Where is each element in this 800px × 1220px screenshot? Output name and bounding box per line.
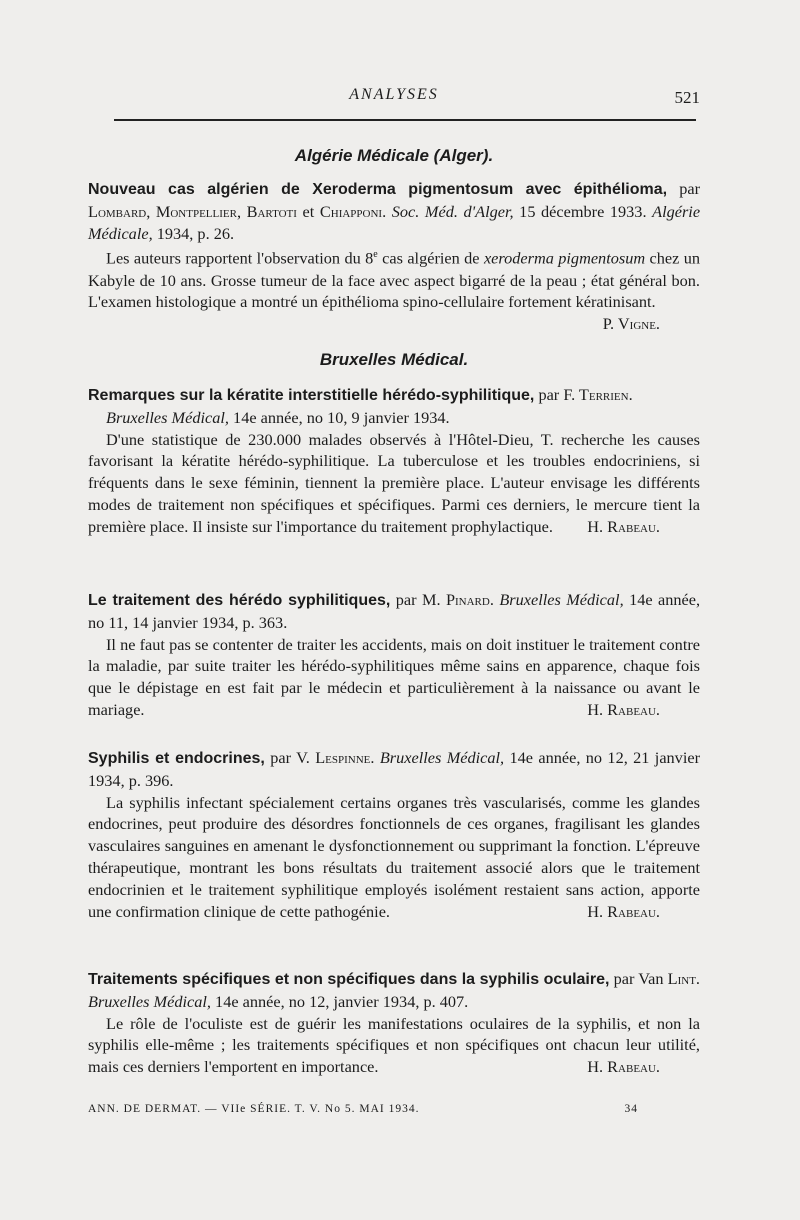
article-author: F. Terrien. [563,385,633,404]
article-source: Bruxelles Médical, [88,991,211,1011]
footer-text: ANN. DE DERMAT. — VIIe SÉRIE. T. V. No 5. MAI 1934. [88,1103,420,1115]
article-xeroderma [88,178,700,335]
article-body: Le rôle de l'oculiste est de guérir les manifestations oculaires de la syphilis, et non la syphilis elle-même ; les traitements spécifiques et non spécifiques ont chacun leur utilité, mais ces derniers l'emportent en importance. [88,1013,700,1077]
article-title: Le traitement des hérédo syphilitiques, [88,592,391,609]
article-body: La syphilis infectant spécialement certains organes très vascularisés, comme les glandes endocrines, peut produire des désordres fonctionnels de ces organes, fragilisant les glandes vasculaires sanguines en amenant le dysfonctionnement ou supprimant la fonction. L'épreuve thérapeutique, montrant les bons résultats du traitement associé alors que le traitement endocrinien et le traitement syphilitique employés isolément restaient sans action, apporte une confirmation clinique de cette pathogénie. [88,792,700,921]
running-head-title: ANALYSES [349,86,439,103]
article-title: Syphilis et endocrines, [88,750,265,767]
article-body: Les auteurs rapportent l'observation du 8e cas algérien de xeroderma pigmentosum chez un Kabyle de 10 ans. Grosse tumeur de la face avec aspect bigarré de la peau ; état général bon. L'examen histologique a montré un épithélioma spino-cellulaire fortement kératinisant. [88,248,700,312]
article-body: Il ne faut pas se contenter de traiter les accidents, mais on doit instituer le traitement contre la maladie, par suite traiter les hérédo-syphilitiques même sains en apparence, chaque fois que le dépistage en est fait par le médecin et particulièrement à la naissance ou avant le mariage. [88,634,700,719]
article-author: Pinard. [445,590,494,609]
article-source: Algérie Médicale, [88,201,701,243]
article-by: par V. [270,748,310,767]
article-heredo [88,589,700,721]
header-rule [114,119,696,121]
article-signature: P. Vigne. [602,314,660,334]
article-keratite [88,384,700,538]
article-details: 15 décembre 1933. [519,201,647,221]
article-author: Lespinne. [315,748,375,767]
article-endocrines [88,747,700,922]
page-number: 521 [674,88,700,107]
article-author: Chiapponi. [319,201,387,221]
article-source: Soc. Méd. d'Alger, [391,201,514,221]
article-oculaire [88,968,700,1078]
article-by: par M. [395,590,441,609]
article-source: Bruxelles Médical, [106,407,229,427]
article-source: Bruxelles Médical, [379,748,505,767]
article-details: 14e année, no 11, 14 janvier 1934, p. 363. [88,590,701,632]
article-details: 1934, p. 26. [156,223,235,243]
article-body: D'une statistique de 230.000 malades observés à l'Hôtel-Dieu, T. recherche les causes favorisant la kératite hérédo-syphilitique. La tuberculose et les troubles endocriniens, si fréquents dans le sexe féminin, tiennent la première place. L'auteur envisage les différents modes de traitement non spécifiques et spécifiques. Parmi ces derniers, le mercure tient la première place. Il insiste sur l'importance du traitement prophylactique. [88,429,700,536]
article-and: et [302,201,315,221]
article-by: par [679,179,700,198]
running-head [88,86,700,110]
journal-heading-bruxelles: Bruxelles Médical. [319,350,469,369]
article-signature: H. Rabeau. [587,516,660,536]
article-details: 14e année, no 12, janvier 1934, p. 407. [215,991,469,1011]
signature-mark: 34 [624,1103,638,1115]
article-authors: Lombard, Montpellier, Bartoti [88,201,297,221]
article-details: 14e année, no 10, 9 janvier 1934. [233,407,450,427]
article-title: Nouveau cas algérien de Xeroderma pigmentosum avec épithélioma, [88,181,668,198]
article-signature: H. Rabeau. [587,1057,660,1077]
article-signature: H. Rabeau. [587,699,660,719]
article-author: Lint. [667,969,700,988]
journal-heading-algerie: Algérie Médicale (Alger). [294,146,494,165]
article-by: par Van [613,969,664,988]
article-source: Bruxelles Médical, [499,590,624,609]
article-by: par [538,385,560,404]
article-title: Traitements spécifiques et non spécifiques dans la syphilis oculaire, [88,971,610,988]
article-signature: H. Rabeau. [587,901,660,921]
page-footer [88,1103,700,1115]
article-title: Remarques sur la kératite interstitielle hérédo-syphilitique, [88,387,535,404]
article-details: 14e année, no 12, 21 janvier 1934, p. 396. [88,748,700,790]
